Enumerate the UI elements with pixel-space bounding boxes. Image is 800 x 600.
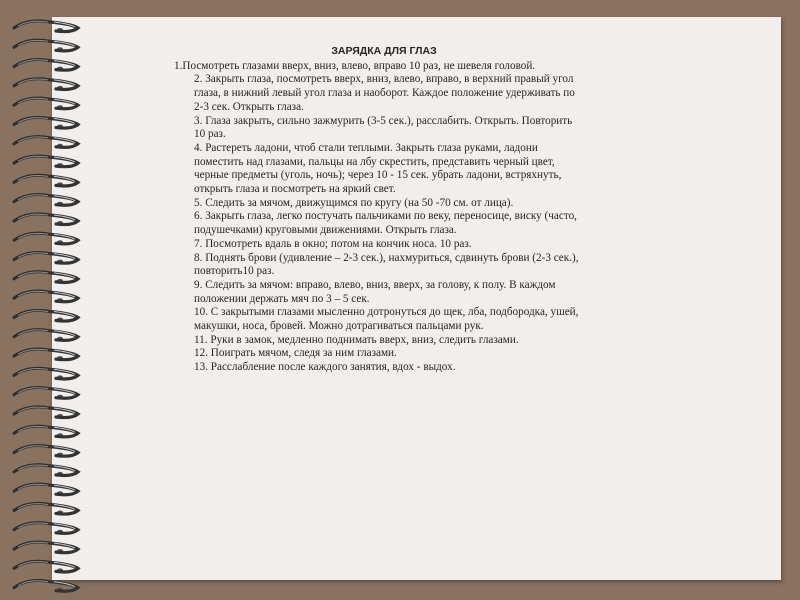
spiral-ring [14,581,78,592]
exercise-item: 7. Посмотреть вдаль в окно; потом на кончик носа. 10 раз. [194,237,472,250]
spiral-ring [14,542,78,553]
spiral-ring [14,445,78,456]
spiral-ring [14,503,78,514]
spiral-ring [14,137,78,148]
spiral-ring [14,175,78,186]
exercise-item: 2. Закрыть глаза, посмотреть вверх, вниз, влево, вправо, в верхний правый угол глаза, в нижний левый угол глаза и наоборот. Каждое положение удерживать по 2-3 сек. Открыть глаза. [194,73,575,113]
spiral-ring [14,252,78,263]
exercise-item: 5. Следить за мячом, движущимся по кругу (на 50 -70 см. от лица). [194,196,514,209]
spiral-ring [14,272,78,283]
spiral-ring [14,117,78,128]
spiral-ring [14,523,78,534]
spiral-ring [14,156,78,167]
spiral-ring [14,79,78,90]
exercise-item: 4. Растереть ладони, чтоб стали теплыми. Закрыть глаза руками, ладони поместить над глазами, пальцы на лбу скрестить, представить черный цвет, черные предметы (уголь, ночь); через 10 - 15 сек. убрать ладони, встряхнуть, открыть глаза и посмотреть на яркий свет. [194,141,562,196]
spiral-ring [14,561,78,572]
exercise-item: 6. Закрыть глаза, легко постучать пальчиками по веку, переносице, виску (часто, подушечками) круговыми движениями. Открыть глаза. [194,210,577,237]
spiral-ring [14,195,78,206]
spiral-ring [14,330,78,341]
spiral-ring [14,214,78,225]
spiral-ring [14,233,78,244]
spiral-ring [14,426,78,437]
spiral-binding [0,0,100,600]
document-title: ЗАРЯДКА ДЛЯ ГЛАЗ [331,45,437,57]
spiral-ring [14,98,78,109]
exercise-item: 1.Посмотреть глазами вверх, вниз, влево, вправо 10 раз, не шевеля головой. [174,59,536,72]
spiral-ring [14,291,78,302]
exercise-item: 9. Следить за мячом: вправо, влево, вниз, вверх, за голову, к полу. В каждом положении держать мяч по 3 – 5 сек. [194,278,556,305]
spiral-ring [14,484,78,495]
exercise-item: 13. Расслабление после каждого занятия, вдох - выдох. [194,361,456,374]
exercise-item: 10. С закрытыми глазами мысленно дотронуться до щек, лба, подбородка, ушей, макушки, носа, бровей. Можно дотрагиваться пальцами рук. [194,306,579,333]
spiral-ring [14,368,78,379]
spiral-ring [14,407,78,418]
spiral-ring [14,40,78,51]
exercise-item: 12. Поиграть мячом, следя за ним глазами. [194,347,397,360]
spiral-ring [14,310,78,321]
spiral-ring [14,21,78,32]
spiral-ring [14,349,78,360]
spiral-ring [14,59,78,70]
exercise-item: 11. Руки в замок, медленно поднимать вверх, вниз, следить глазами. [194,333,519,346]
exercise-text [174,45,579,375]
spiral-ring [14,388,78,399]
spiral-ring [14,465,78,476]
exercise-item: 3. Глаза закрыть, сильно зажмурить (3-5 сек.), расслабить. Открыть. Повторить 10 раз. [194,114,573,141]
exercise-item: 8. Поднять брови (удивление – 2-3 сек.), нахмуриться, сдвинуть брови (2-3 сек.), повторить10 раз. [194,251,579,278]
